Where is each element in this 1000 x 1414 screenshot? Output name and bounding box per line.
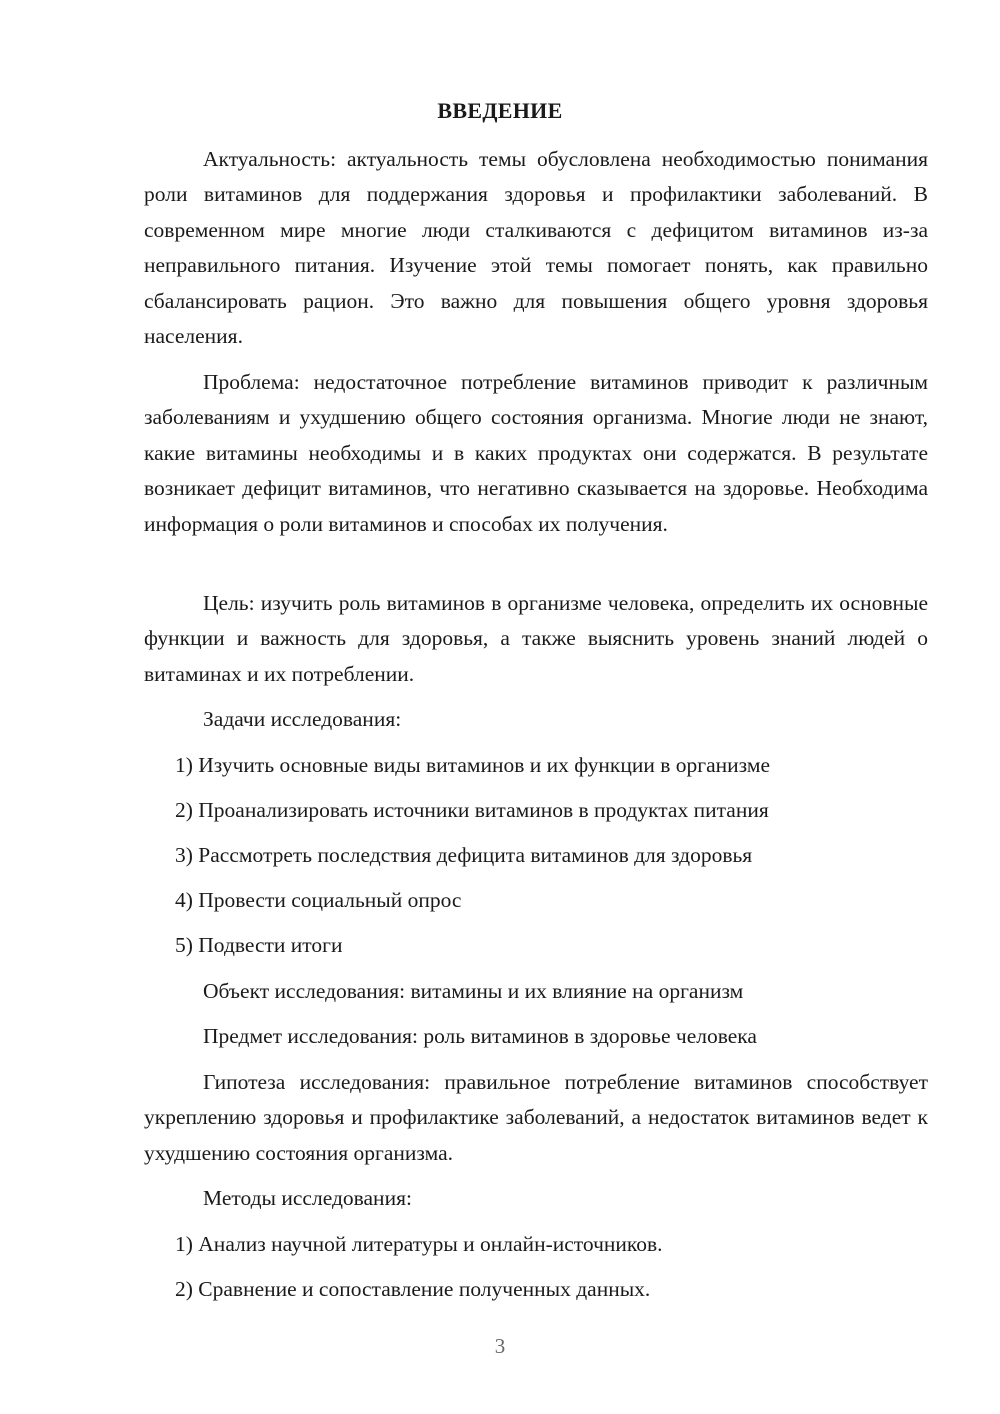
task-item: 5) Подвести итоги (175, 933, 343, 957)
task-item: 2) Проанализировать источники витаминов в продуктах питания (175, 798, 769, 822)
method-item: 2) Сравнение и сопоставление полученных данных. (175, 1277, 651, 1301)
problem-paragraph: Проблема: недостаточное потребление витаминов приводит к различным заболеваниям и ухудшению общего состояния организма. Многие люди не знают, какие витамины необходимы и в каких продуктах они содержатся. В результате возникает дефицит витаминов, что негативно сказывается на здоровье. Необходима информация о роли витаминов и способах их получения. (144, 370, 928, 536)
task-item: 4) Провести социальный опрос (175, 888, 462, 912)
research-subject: Предмет исследования: роль витаминов в здоровье человека (203, 1024, 757, 1048)
page-number: 3 (494, 1334, 506, 1358)
relevance-paragraph: Актуальность: актуальность темы обусловлена необходимостью понимания роли витаминов для поддержания здоровья и профилактики заболеваний. В современном мире многие люди сталкиваются с дефицитом витаминов из-за неправильного питания. Изучение этой темы помогает понять, как правильно сбалансировать рацион. Это важно для повышения общего уровня здоровья населения. (144, 147, 928, 349)
goal-paragraph: Цель: изучить роль витаминов в организме человека, определить их основные функции и важность для здоровья, а также выяснить уровень знаний людей о витаминах и их потреблении. (144, 591, 928, 686)
task-item: 3) Рассмотреть последствия дефицита витаминов для здоровья (175, 843, 753, 867)
page-title: ВВЕДЕНИЕ (437, 98, 563, 123)
hypothesis-paragraph: Гипотеза исследования: правильное потребление витаминов способствует укреплению здоровья и профилактике заболеваний, а недостаток витаминов ведет к ухудшению состояния организма. (144, 1070, 928, 1165)
research-object: Объект исследования: витамины и их влияние на организм (203, 979, 744, 1003)
method-item: 1) Анализ научной литературы и онлайн-источников. (175, 1232, 663, 1256)
tasks-heading: Задачи исследования: (203, 707, 402, 731)
methods-heading: Методы исследования: (203, 1186, 412, 1210)
task-item: 1) Изучить основные виды витаминов и их функции в организме (175, 753, 771, 777)
